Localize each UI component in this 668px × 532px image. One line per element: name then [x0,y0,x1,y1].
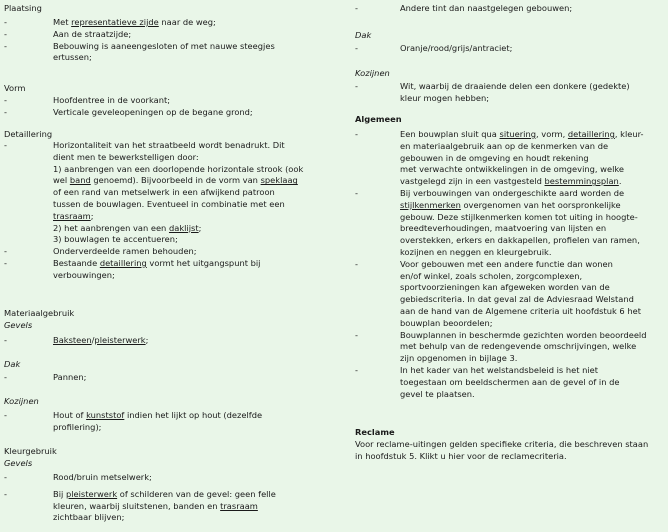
list-item: Een bouwplan sluit qua situering, vorm, detaillering, kleur- en materiaalgebruik aan op de kenmerken van de gebouwen in de omgeving en houdt rekening met verwachte ontwikkelingen in de omgeving, welke vastgelegd zijn in een vastgesteld bestemmingsplan. [400,129,644,187]
bullet-dash: - [4,40,7,51]
list-item: Voor gebouwen met een andere functie dan wonen en/of winkel, zoals scholen, zorgcomplexen, sportvoorzieningen kan afgeweken worden van de gebiedscriteria. In dat geval zal de Adviesraad Welstand aan de hand van de Algemene criteria uit hoofdstuk 6 het bouwplan beoordelen; [400,258,641,328]
term-link[interactable]: representatieve zijde [71,17,159,27]
reclame-heading: Reclame [355,427,395,437]
term-link[interactable]: situering [499,129,537,139]
kleur-dak-heading: Dak [355,30,372,40]
list-item: Oranje/rood/grijs/antraciet; [400,43,513,53]
term-link[interactable]: kunststof [86,410,125,420]
list-item: Met representatieve zijde naar de weg; [53,17,216,27]
bullet-dash: - [355,129,358,139]
bullet-dash: - [4,106,7,117]
term-link[interactable]: pleisterwerk [94,335,146,345]
materiaal-kozijnen-heading: Kozijnen [4,396,39,406]
bullet-dash: - [4,246,7,257]
kleur-heading: Kleurgebruik [4,446,57,456]
list-item: In het kader van het welstandsbeleid is het niet toegestaan om beeldschermen aan de gevel of in de gevel te plaatsen. [400,365,620,399]
list-item: Pannen; [53,372,87,382]
bullet-dash: - [4,28,7,39]
term-link[interactable]: stijlkenmerken [400,199,461,210]
term-link[interactable]: daklijst [168,222,199,233]
bullet-dash: - [355,329,358,340]
list-item: Baksteen/pleisterwerk; [53,335,149,345]
bullet-dash: - [355,365,358,375]
list-item: Bij pleisterwerk of schilderen van de gevel: geen felle kleuren, waarbij sluitstenen, banden en trasraam zichtbaar blijven; [53,488,276,523]
reclame-text: Voor reclame-uitingen gelden specifieke criteria, die beschreven staan in hoofdstuk 5. Klikt u hier voor de reclamecriteria. [355,439,649,461]
list-item: Horizontaliteit van het straatbeeld wordt benadrukt. Dit dient men te bewerkstelligen door: 1) aanbrengen van een doorlopende horizontale strook (ook wel band genoemd). Bijvoorbeeld in de vorm van speklaag of een rand van metselwerk in een afwijkend patroon tussen de bouwlagen. Eventueel in combinatie met een trasraam; 2) het aanbrengen van een daklijst; 3) bouwlagen te accentueren; [53,140,304,245]
term-link[interactable]: trasraam [220,500,258,511]
materiaal-dak-heading: Dak [4,359,21,369]
algemeen-heading: Algemeen [355,114,402,124]
list-item: Rood/bruin metselwerk; [53,472,152,482]
list-item: Verticale geveleopeningen op de begane grond; [53,106,253,117]
plaatsing-heading: Plaatsing [4,3,42,13]
term-link[interactable]: detaillering [99,258,147,268]
term-link[interactable]: trasraam [53,210,91,221]
kleur-gevels-heading: Gevels [4,458,33,468]
term-link[interactable]: pleisterwerk [65,488,118,499]
bullet-dash: - [4,258,7,268]
bullet-dash: - [355,188,358,198]
bullet-dash: - [4,372,7,382]
bullet-dash: - [4,335,7,345]
bullet-dash: - [355,258,358,269]
bullet-dash: - [4,17,7,27]
bullet-dash: - [355,43,358,53]
list-item: Bebouwing is aaneengesloten of met nauwe steegjes ertussen; [53,40,275,63]
materiaal-gevels-heading: Gevels [4,320,33,330]
detaillering-heading: Detaillering [4,129,53,139]
materiaal-heading: Materiaalgebruik [4,308,75,318]
bullet-dash: - [355,81,358,91]
list-item: Aan de straatzijde; [53,28,132,39]
list-item: Bij verbouwingen van ondergeschikte aard worden de stijlkenmerken overgenomen van het oorspronkelijke gebouw. Deze stijlkenmerken komen tot uiting in hoogte- breedteverhoudingen, maatvoering van lijsten en overstekken, erkers en dakkapellen, profielen van ramen, kozijnen en neggen en kleurgebruik. [400,188,640,257]
list-item: Bouwplannen in beschermde gezichten worden beoordeeld met behulp van de redengevende omschrijvingen, welke zijn opgenomen in bijlage 3. [400,329,647,364]
term-link[interactable]: bestemmingsplan [544,176,619,187]
bullet-dash: - [4,472,7,482]
list-item: Wit, waarbij de draaiende delen een donkere (gedekte) kleur mogen hebben; [400,81,630,103]
term-link[interactable]: band [69,175,91,186]
list-item: Onderverdeelde ramen behouden; [53,246,197,257]
bullet-dash: - [4,140,7,150]
kleur-kozijnen-heading: Kozijnen [355,68,390,78]
list-item: Andere tint dan naastgelegen gebouwen; [400,3,573,13]
list-item: Hoofdentree in de voorkant; [53,95,171,105]
bullet-dash: - [4,488,7,499]
term-link[interactable]: detaillering [567,129,615,139]
term-link[interactable]: Baksteen [53,335,92,345]
list-item: Hout of kunststof indien het lijkt op hout (dezelfde profilering); [53,410,263,432]
bullet-dash: - [355,3,358,13]
bullet-dash: - [4,95,7,105]
term-link[interactable]: speklaag [260,175,298,186]
bullet-dash: - [4,410,7,420]
vorm-heading: Vorm [4,83,26,93]
list-item: Bestaande detaillering vormt het uitgangspunt bij verbouwingen; [53,258,261,280]
